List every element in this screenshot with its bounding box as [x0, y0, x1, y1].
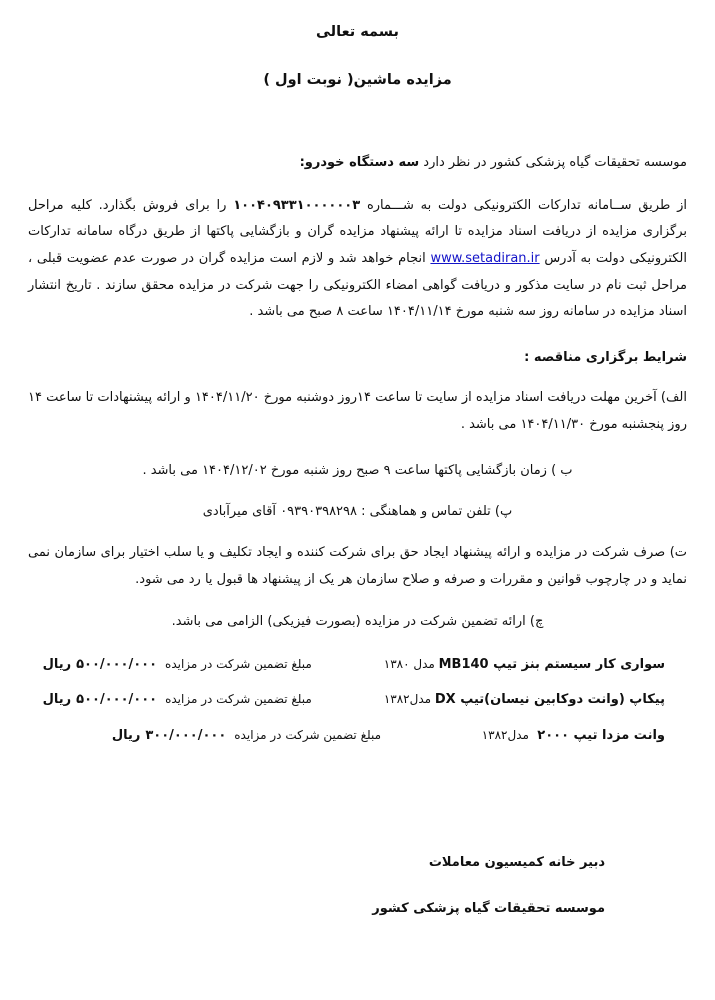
deposit-currency: ریال — [42, 656, 72, 672]
basmala-heading: بسمه تعالی — [316, 24, 399, 40]
clause-pe: پ) تلفن تماس و هماهنگی : ۰۹۳۹۰۳۹۸۲۹۸ آقای میرآبادی — [202, 504, 513, 520]
intro-prefix-text: موسسه تحقیقات گیاه پزشکی کشور در نظر دارد — [419, 154, 687, 170]
tender-mid-text: را برای فروش بگذارد. کلیه مراحل برگزاری مزایده از دریافت اسناد مزایده تا ارائه پیشنهاد مزایده گران و بازگشایی پاکتها از طریق درگاه سامانه تدارکات الکترونیکی دولت به آدرس — [28, 197, 687, 267]
clause-jim: چ) ارائه تضمین شرکت در مزایده (بصورت فیزیکی) الزامی می باشد. — [171, 613, 544, 629]
conditions-heading: شرایط برگزاری مناقصه : — [524, 349, 687, 365]
vehicle-description — [453, 726, 665, 746]
vehicle-row — [28, 690, 687, 726]
clause-alef: الف) آخرین مهلت دریافت اسناد مزایده از سایت تا ساعت ۱۴روز دوشنبه مورخ ۱۴۰۴/۱۱/۲۰ و ارائه پیشنهادات تا ساعت ۱۴ روز پنجشنبه مورخ ۱۴۰۴/۱۱/۳۰ می باشد . — [28, 389, 687, 432]
setadiran-link[interactable]: www.setadiran.ir — [430, 251, 540, 267]
intro-paragraph — [28, 91, 687, 173]
vehicle-model-code: MB140 — [438, 656, 489, 672]
deposit-label: مبلغ تضمین شرکت در مزایده — [165, 656, 312, 671]
deposit-currency: ریال — [111, 727, 141, 743]
vehicle-model-code: DX — [434, 692, 456, 707]
tender-tail-text: انجام خواهد شد و لازم است مزایده گران در صورت عدم عضویت قبلی ، مراحل ثبت نام در سایت مذکور و دریافت گواهی امضاء الکترونیکی را جهت شرکت در مزایده محقق سازند . تاریخ انتشار اسناد مزایده در سامانه روز سه شنبه مورخ ۱۴۰۴/۱۱/۱۴ ساعت ۸ صبح می باشد . — [28, 251, 687, 320]
clause-te: ت) صرف شرکت در مزایده و ارائه پیشنهاد ایجاد حق برای شرکت کننده و ایجاد تکلیف و یا سلب اختیار برای سازمان نمی نماید و در چارچوب قوانین و مقررات و صرفه و صلاح سازمان هر یک از پیشنهاد ها قبول یا رد می شود. — [28, 545, 687, 587]
deposit-amount: ۵۰۰/۰۰۰/۰۰۰ — [76, 692, 158, 707]
vehicle-model-year: مدل ۱۳۸۰ — [383, 656, 439, 671]
footer-organization: موسسه تحقیقات گیاه پزشکی کشور — [372, 900, 605, 916]
tender-number: ۱۰۰۴۰۹۳۳۱۰۰۰۰۰۰۳ — [233, 197, 361, 213]
vehicle-name-text: پیکاپ (وانت دوکابین نیسان)تیپ — [455, 692, 665, 707]
page-title: مزایده ماشین( نوبت اول ) — [263, 72, 452, 89]
deposit-amount: ۵۰۰/۰۰۰/۰۰۰ — [76, 656, 158, 672]
deposit-label: مبلغ تضمین شرکت در مزایده — [234, 727, 381, 742]
clause-be: ب ) زمان بازگشایی پاکتها ساعت ۹ صبح روز شنبه مورخ ۱۴۰۴/۱۲/۰۲ می باشد . — [142, 463, 573, 479]
vehicle-list — [28, 635, 687, 762]
footer-department: دبیر خانه کمیسیون معاملات — [428, 855, 605, 870]
auction-description-paragraph — [28, 173, 687, 326]
deposit-currency: ریال — [42, 692, 72, 707]
tender-intro-text: از طریق ســامانه تدارکات الکترونیکی دولت به شـــماره — [360, 197, 688, 213]
vehicle-description — [384, 690, 665, 710]
vehicle-row — [28, 655, 687, 691]
vehicle-model-year: مدل۱۳۸۲ — [481, 727, 533, 742]
vehicle-description — [384, 655, 665, 675]
signature-block — [28, 761, 687, 944]
intro-bold-fragment: سه دستگاه خودرو: — [299, 154, 420, 170]
deposit-amount: ۳۰۰/۰۰۰/۰۰۰ — [145, 727, 227, 743]
vehicle-name-text: سواری کار سیستم بنز تیپ — [488, 656, 665, 672]
vehicle-row — [28, 726, 687, 762]
vehicle-model-year: مدل۱۳۸۲ — [383, 692, 435, 706]
vehicle-name-text: وانت مزدا تیپ ۲۰۰۰ — [532, 727, 665, 743]
deposit-label: مبلغ تضمین شرکت در مزایده — [165, 692, 312, 706]
